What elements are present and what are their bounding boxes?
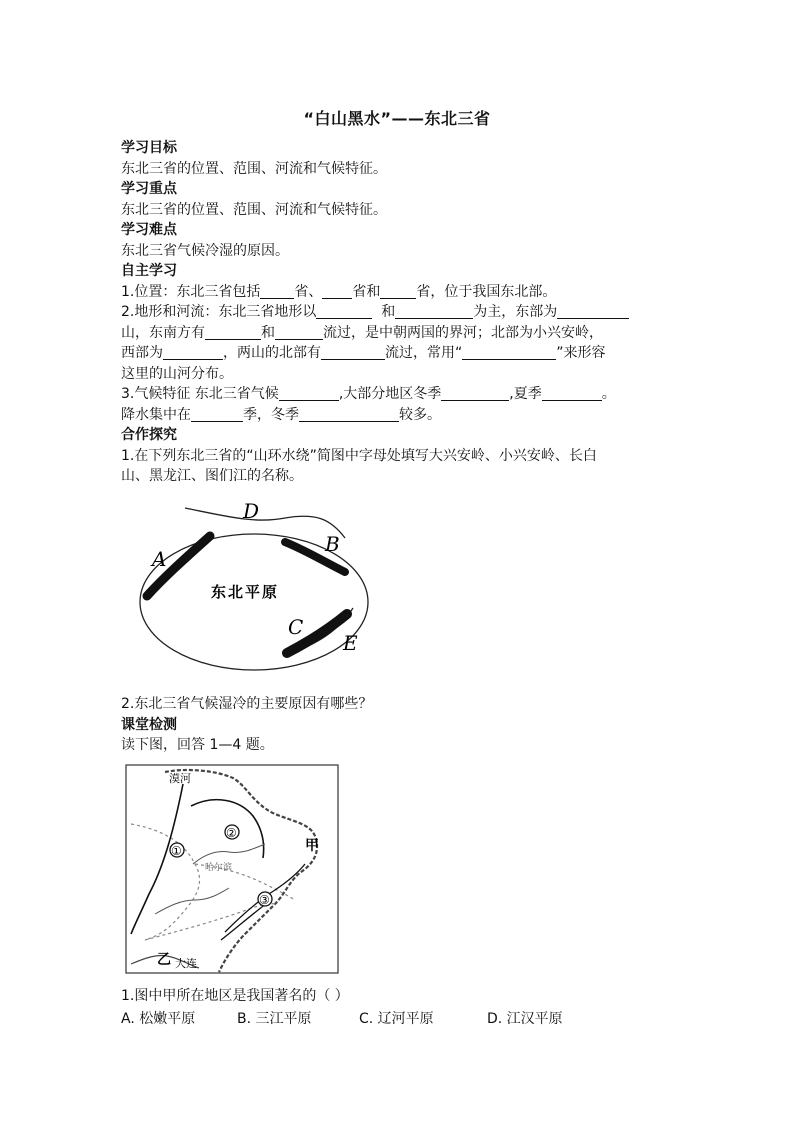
option-b[interactable]: B. 三江平原 <box>237 1011 312 1027</box>
place-jia: 甲 <box>305 838 319 854</box>
after-diagram-section <box>121 694 681 756</box>
blank-terrain-2[interactable] <box>395 304 473 319</box>
blank-north-river[interactable] <box>321 345 385 360</box>
place-yi: 乙 <box>157 952 171 968</box>
blank-winter[interactable] <box>441 386 509 401</box>
keypoint-text: 东北三省的位置、范围、河流和气候特征。 <box>121 201 387 218</box>
test-q1: 1.图中甲所在地区是我国著名的（ ） <box>121 988 349 1004</box>
blank-province-2[interactable] <box>322 284 352 299</box>
self-study-q1: 1.位置：东北三省包括 省、 省和 省，位于我国东北部。 <box>121 283 557 300</box>
test-heading: 课堂检测 <box>121 716 177 733</box>
difficulty-text: 东北三省气候冷湿的原因。 <box>121 242 289 259</box>
label-c: C <box>288 615 304 639</box>
blank-province-1[interactable] <box>260 284 294 299</box>
test-q1-options <box>121 1008 681 1031</box>
cooperation-heading: 合作探究 <box>121 427 177 443</box>
place-dalian: 大连 <box>175 957 197 970</box>
difficulty-heading: 学习难点 <box>121 222 177 238</box>
marker-1-label: ① <box>171 844 182 858</box>
blank-river-1[interactable] <box>205 325 261 340</box>
goal-heading: 学习目标 <box>121 140 177 156</box>
self-study-q2-line3: 西部为 ，两山的北部有 流过，常用“ ”来形容 <box>121 345 606 361</box>
blank-east-mountain[interactable] <box>557 304 629 319</box>
main-content <box>121 138 681 487</box>
option-d[interactable]: D. 江汉平原 <box>487 1011 563 1027</box>
label-e: E <box>343 631 358 655</box>
blank-winter-precip[interactable] <box>299 407 399 422</box>
cooperation-q1-line1: 1.在下列东北三省的“山环水绕”简图中字母处填写大兴安岭、小兴安岭、长白 <box>121 447 597 464</box>
label-a: A <box>152 547 167 571</box>
option-a[interactable]: A. 松嫩平原 <box>121 1011 196 1027</box>
self-study-q2-line4: 这里的山河分布。 <box>121 365 233 382</box>
test-questions <box>121 985 681 1031</box>
marker-3-label: ③ <box>259 893 270 907</box>
blank-west-mountain[interactable] <box>163 345 223 360</box>
self-study-heading: 自主学习 <box>121 263 177 279</box>
blank-province-3[interactable] <box>380 284 416 299</box>
blank-climate[interactable] <box>279 386 339 401</box>
place-mohe: 漠河 <box>169 772 191 785</box>
cooperation-q2: 2.东北三省气候湿冷的主要原因有哪些？ <box>121 696 373 712</box>
self-study-q2-line2: 山，东南方有 和 流过，是中朝两国的界河；北部为小兴安岭， <box>121 324 603 341</box>
plain-label: 东北平原 <box>211 583 280 601</box>
test-intro: 读下图，回答 1—4 题。 <box>121 737 274 753</box>
blank-phrase[interactable] <box>462 345 556 360</box>
marker-2-label: ② <box>226 826 237 840</box>
label-b: B <box>325 532 340 556</box>
self-study-q3-line1: 3.气候特征 东北三省气候 ,大部分地区冬季 ,夏季 。 <box>121 386 616 402</box>
goal-text: 东北三省的位置、范围、河流和气候特征。 <box>121 160 387 177</box>
blank-river-2[interactable] <box>275 325 323 340</box>
northeast-map <box>125 764 339 974</box>
place-harbin: 哈尔滨 <box>205 863 233 873</box>
blank-summer[interactable] <box>542 386 602 401</box>
option-c[interactable]: C. 辽河平原 <box>359 1011 434 1027</box>
cooperation-q1-line2: 山、黑龙江、图们江的名称。 <box>121 468 303 484</box>
keypoint-heading: 学习重点 <box>121 181 177 197</box>
self-study-q3-line2: 降水集中在 季，冬季 较多。 <box>121 406 441 423</box>
label-d: D <box>243 499 260 523</box>
self-study-q2-line1: 2.地形和河流：东北三省地形以 和 为主，东部为 <box>121 302 681 323</box>
mountains-rivers-diagram <box>135 496 375 676</box>
blank-terrain-1[interactable] <box>316 304 372 319</box>
page-title: “白山黑水”——东北三省 <box>303 109 491 128</box>
blank-season[interactable] <box>191 407 243 422</box>
